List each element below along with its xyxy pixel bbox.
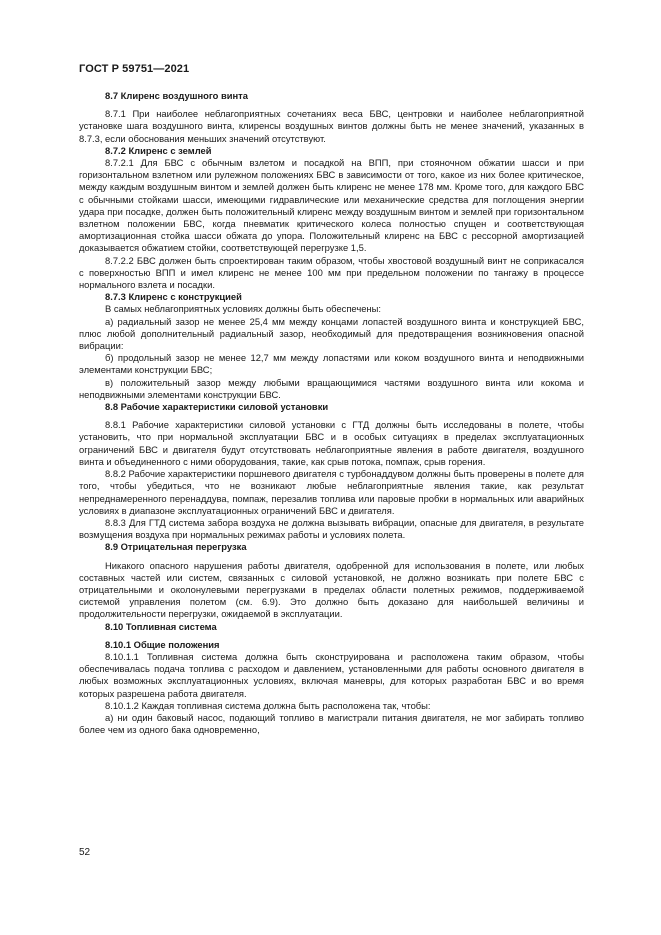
section-8-10 [79, 621, 584, 737]
paragraph: 8.8.1 Рабочие характеристики силовой установки с ГТД должны быть исследованы в полете, чтобы установить, что при нормальной эксплуатации БВС и в особых ситуациях в пределах эксплуатационных ограничений БВС и двигателя будут отсутствовать неблагоприятные явления в работе двигателя, воздушного винта и объединенного с ними оборудования, такие, как срыв потока, помпаж, срыв горения. [79, 419, 584, 467]
section-heading: 8.8 Рабочие характеристики силовой установки [105, 401, 329, 413]
list-item: б) продольный зазор не менее 12,7 мм между лопастями или коком воздушного винта и неподвижными элементами конструкции БВС; [79, 352, 584, 376]
paragraph: 8.10.1.2 Каждая топливная система должна быть расположена так, чтобы: [105, 699, 431, 711]
paragraph: 8.7.2.2 БВС должен быть спроектирован таким образом, чтобы хвостовой воздушный винт не соприкасался с поверхностью ВПП и имел клиренс не менее 100 мм при предельном положении по тангажу в процессе нормального взлета и посадки. [79, 254, 584, 291]
subsection-heading: 8.10.1 Общие положения [105, 638, 220, 650]
list-item: в) положительный зазор между любыми вращающимися частями воздушного винта или кокома и неподвижными элементами конструкции БВС. [79, 376, 584, 400]
list-item: а) радиальный зазор не менее 25,4 мм между концами лопастей воздушного винта и конструкцией БВС, плюс любой дополнительный радиальный зазор, необходимый для предотвращения возникновения опасной вибрации: [79, 315, 584, 352]
section-8-7 [79, 90, 584, 401]
section-heading: 8.7 Клиренс воздушного винта [105, 90, 248, 101]
subsection-heading: 8.7.2 Клиренс с землей [105, 144, 212, 156]
subsection-heading: 8.7.3 Клиренс с конструкцией [105, 291, 242, 303]
section-heading: 8.9 Отрицательная перегрузка [105, 541, 247, 553]
standard-header: ГОСТ Р 59751—2021 [79, 63, 190, 75]
paragraph: В самых неблагоприятных условиях должны быть обеспечены: [105, 303, 381, 315]
section-8-9 [79, 541, 584, 620]
list-item: а) ни один баковый насос, подающий топливо в магистрали питания двигателя, не мог забирать топливо более чем из одного бака одновременно, [79, 711, 584, 736]
paragraph: 8.7.2.1 Для БВС с обычным взлетом и посадкой на ВПП, при стояночном обжатии шасси и при горизонтальном взлетном или рулежном положениях БВС в зависимости от того, какое из них более критическое, между каждым воздушным винтом и землей должен быть клиренс не менее 178 мм. Кроме того, для каждого БВС с обычными стойками шасси, имеющими гидравлические или механические средства для поглощения энергии удара при посадке, должен быть положительный клиренс между воздушным винтом и землей при горизонтальном взлетном положении БВС, когда пневматик критического колеса полностью спущен и соответствующая амортизационная стойка шасси обжата до упора. Положительный клиренс на БВС с рессорной амортизацией доказывается обжатием стойки, соответствующей перегрузке 1,5. [79, 157, 584, 254]
page-number: 52 [79, 847, 91, 858]
section-heading: 8.10 Топливная система [105, 620, 217, 632]
paragraph: 8.8.2 Рабочие характеристики поршневого двигателя с турбонаддувом должны быть проверены в полете для того, чтобы убедиться, что не возникают любые неблагоприятные явления такие, как результат непреднамеренного перенаддува, помпаж, перезалив топлива или паровые пробки в нормальных или аварийных условиях в диапазоне эксплуатационных ограничений БВС и двигателя. [79, 468, 584, 516]
paragraph: 8.10.1.1 Топливная система должна быть сконструирована и расположена таким образом, чтобы обеспечивалась подача топлива с расходом и давлением, установленными для работы основного двигателя в любых возможных эксплуатационных условиях, включая маневры, для которых разработан БВС и во время которых разрешена работа двигателя. [79, 650, 584, 699]
section-8-8 [79, 401, 584, 541]
document-body [79, 90, 584, 736]
paragraph: 8.7.1 При наиболее неблагоприятных сочетаниях веса БВС, центровки и наиболее неблагоприятной установке шага воздушного винта, клиренсы воздушных винтов должны быть не менее значений, указанных в 8.7.3, если обоснования меньших значений отсутствуют. [79, 108, 584, 144]
paragraph: Никакого опасного нарушения работы двигателя, одобренной для использования в полете, или любых составных частей или систем, связанных с силовой установкой, не должно возникать при полете БВС с отрицательными и околонулевыми перегрузками в пределах области полетных режимов, поддерживаемой системой управления полетом (см. 6.9). Это должно быть доказано для наибольшей величины и продолжительности перегрузки, ожидаемой в эксплуатации. [79, 559, 584, 620]
paragraph: 8.8.3 Для ГТД система забора воздуха не должна вызывать вибрации, опасные для двигателя, в результате возмущения воздуха при нормальных режимах работы и условиях полета. [79, 516, 584, 541]
